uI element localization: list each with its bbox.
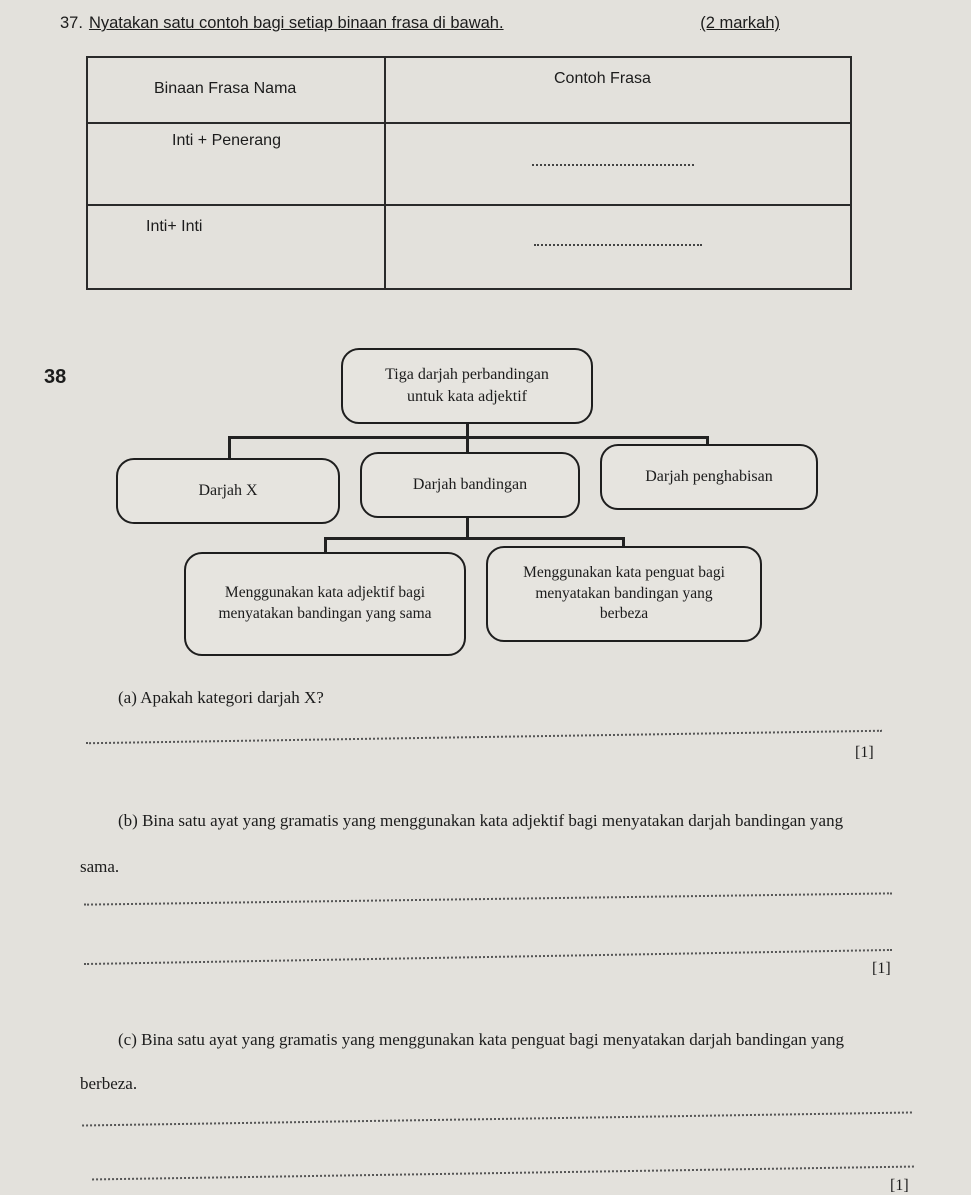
connector-line (228, 436, 231, 458)
description-text: Menggunakan kata adjektif bagi menyatakan bandingan yang sama (218, 584, 432, 622)
diagram-degree-box (600, 444, 818, 510)
part-text: Apakah kategori darjah X? (140, 688, 324, 707)
diagram-description-box (184, 552, 466, 656)
degree-label: Darjah penghabisan (645, 468, 773, 486)
part-text: Bina satu ayat yang gramatis yang menggunakan kata adjektif bagi menyatakan darjah bandingan yang sama. (80, 811, 844, 876)
description-text: Menggunakan kata penguat bagi menyatakan bandingan yang berbeza (523, 563, 725, 623)
diagram-description-box (486, 546, 762, 642)
connector-line (466, 436, 469, 452)
row-structure: Inti+ Inti (146, 218, 203, 235)
question-number: 38 (44, 366, 67, 388)
row-structure: Inti + Penerang (172, 132, 281, 149)
connector-line (324, 537, 624, 540)
header-example: Contoh Frasa (554, 70, 651, 87)
part-text: Bina satu ayat yang gramatis yang menggunakan kata penguat bagi menyatakan darjah bandingan yang berbeza. (80, 1030, 845, 1093)
degree-label: Darjah bandingan (412, 476, 528, 494)
diagram-degree-box (360, 452, 580, 518)
part-c-question (80, 1018, 880, 1106)
part-label: (c) (118, 1030, 137, 1049)
marks-label: [1] (872, 960, 891, 977)
diagram-degree-box (116, 458, 340, 524)
part-label: (a) (118, 688, 137, 707)
question-text: Nyatakan satu contoh bagi setiap binaan frasa di bawah. (88, 14, 504, 32)
part-a-question (118, 688, 324, 708)
question-number: 37. (60, 14, 83, 32)
header-structure: Binaan Frasa Nama (154, 80, 297, 97)
part-label: (b) (118, 811, 138, 830)
connector-line (706, 436, 709, 444)
marks-label: [1] (890, 1177, 909, 1194)
diagram-root-box: Tiga darjah perbandingan untuk kata adjektif (341, 348, 593, 424)
marks-label: (2 markah) (700, 14, 780, 32)
connector-line (324, 537, 327, 553)
part-b-question (80, 798, 860, 890)
connector-line (466, 518, 469, 538)
marks-label: [1] (855, 744, 874, 761)
degree-label: Darjah X (198, 482, 258, 500)
